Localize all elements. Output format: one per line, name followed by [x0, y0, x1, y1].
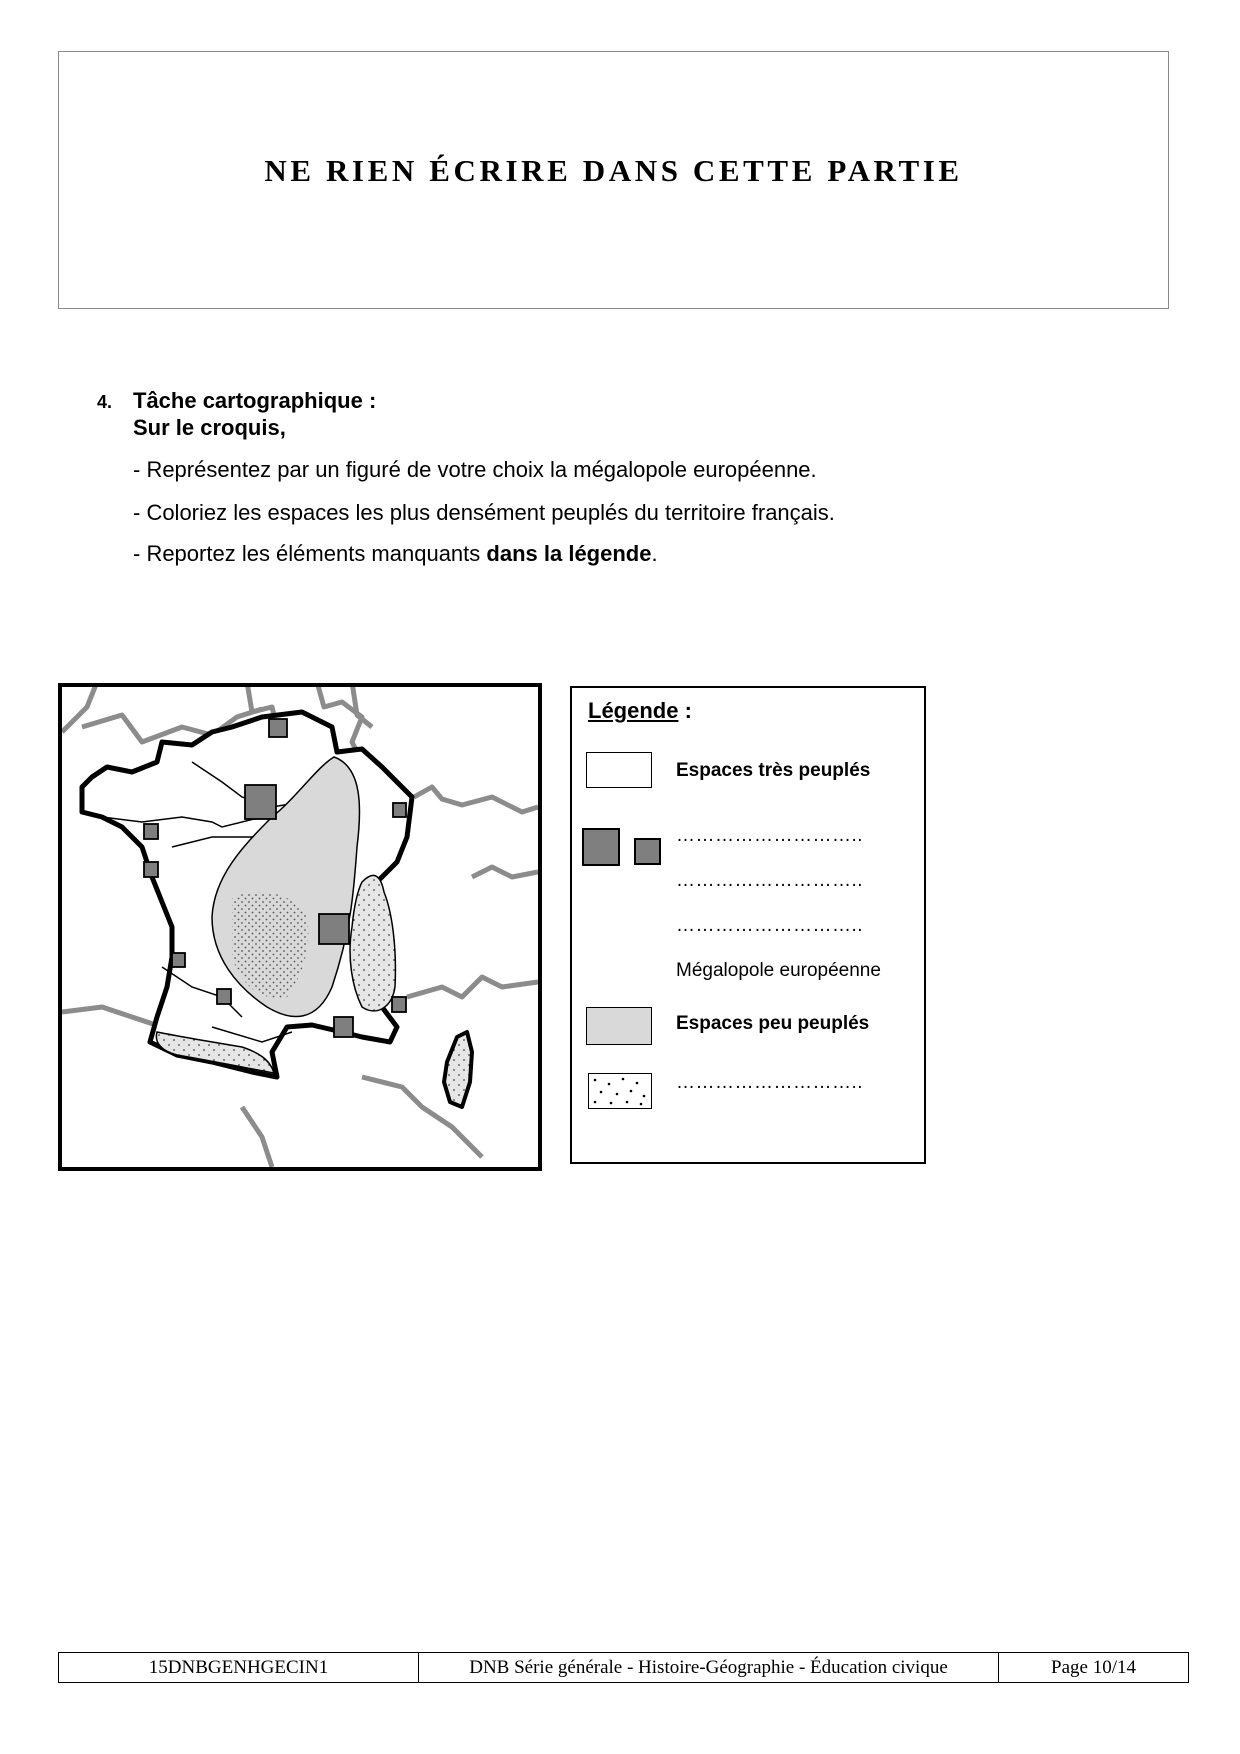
question-title: Tâche cartographique :	[133, 388, 377, 413]
city-toulouse	[217, 989, 231, 1004]
city-nice	[392, 997, 406, 1012]
city-strasbourg	[393, 803, 406, 817]
city-nantes	[144, 862, 158, 877]
instruction-3-bold: dans la légende	[486, 541, 652, 566]
legend-title	[588, 698, 692, 724]
legend-box	[570, 686, 926, 1164]
city-bordeaux	[172, 953, 185, 967]
instruction-3-prefix: - Reportez les éléments manquants	[133, 541, 487, 566]
city-lille	[269, 719, 287, 737]
legend-title-word: Légende	[588, 698, 679, 723]
legend-label-low-populated: Espaces peu peuplés	[676, 1013, 870, 1034]
instruction-2: - Coloriez les espaces les plus densément peuplés du territoire français.	[133, 500, 835, 525]
france-map-svg	[62, 687, 538, 1167]
no-write-banner	[58, 51, 1169, 309]
legend-swatch-city	[634, 838, 661, 865]
footer-code: 15DNBGENHGECIN1	[59, 1653, 419, 1682]
legend-blank-4: ………………………..	[676, 1072, 864, 1093]
legend-blank-1: ………………………..	[676, 825, 864, 846]
legend-swatch-very-populated	[586, 752, 652, 788]
question-heading	[133, 387, 376, 441]
legend-blank-3: ………………………..	[676, 915, 864, 936]
legend-swatch-large-city	[582, 828, 620, 866]
france-map	[58, 683, 542, 1171]
legend-blank-2: ………………………..	[676, 870, 864, 891]
banner-text: NE RIEN ÉCRIRE DANS CETTE PARTIE	[264, 153, 963, 188]
instruction-3	[133, 541, 658, 567]
legend-label-very-populated: Espaces très peuplés	[676, 760, 871, 781]
city-rennes	[144, 824, 158, 839]
city-paris	[245, 785, 276, 819]
dotted-zone-alps	[350, 875, 395, 1010]
dotted-swatch-pattern	[589, 1074, 650, 1107]
legend-title-colon: :	[678, 698, 692, 723]
instruction-1: - Représentez par un figuré de votre choix la mégalopole européenne.	[133, 457, 817, 482]
footer-exam: DNB Série générale - Histoire-Géographie - Éducation civique	[419, 1653, 999, 1682]
city-marseille	[334, 1017, 353, 1037]
city-lyon	[319, 914, 349, 944]
question-number: 4.	[97, 392, 113, 412]
legend-swatch-low-populated	[586, 1007, 652, 1045]
legend-label-megalopolis: Mégalopole européenne	[676, 960, 881, 981]
page-footer	[58, 1652, 1189, 1683]
footer-page: Page 10/14	[1051, 1656, 1136, 1678]
question-subtitle: Sur le croquis,	[133, 415, 286, 440]
legend-swatch-dotted	[588, 1073, 652, 1109]
corsica	[444, 1032, 472, 1107]
instruction-3-suffix: .	[651, 541, 658, 566]
